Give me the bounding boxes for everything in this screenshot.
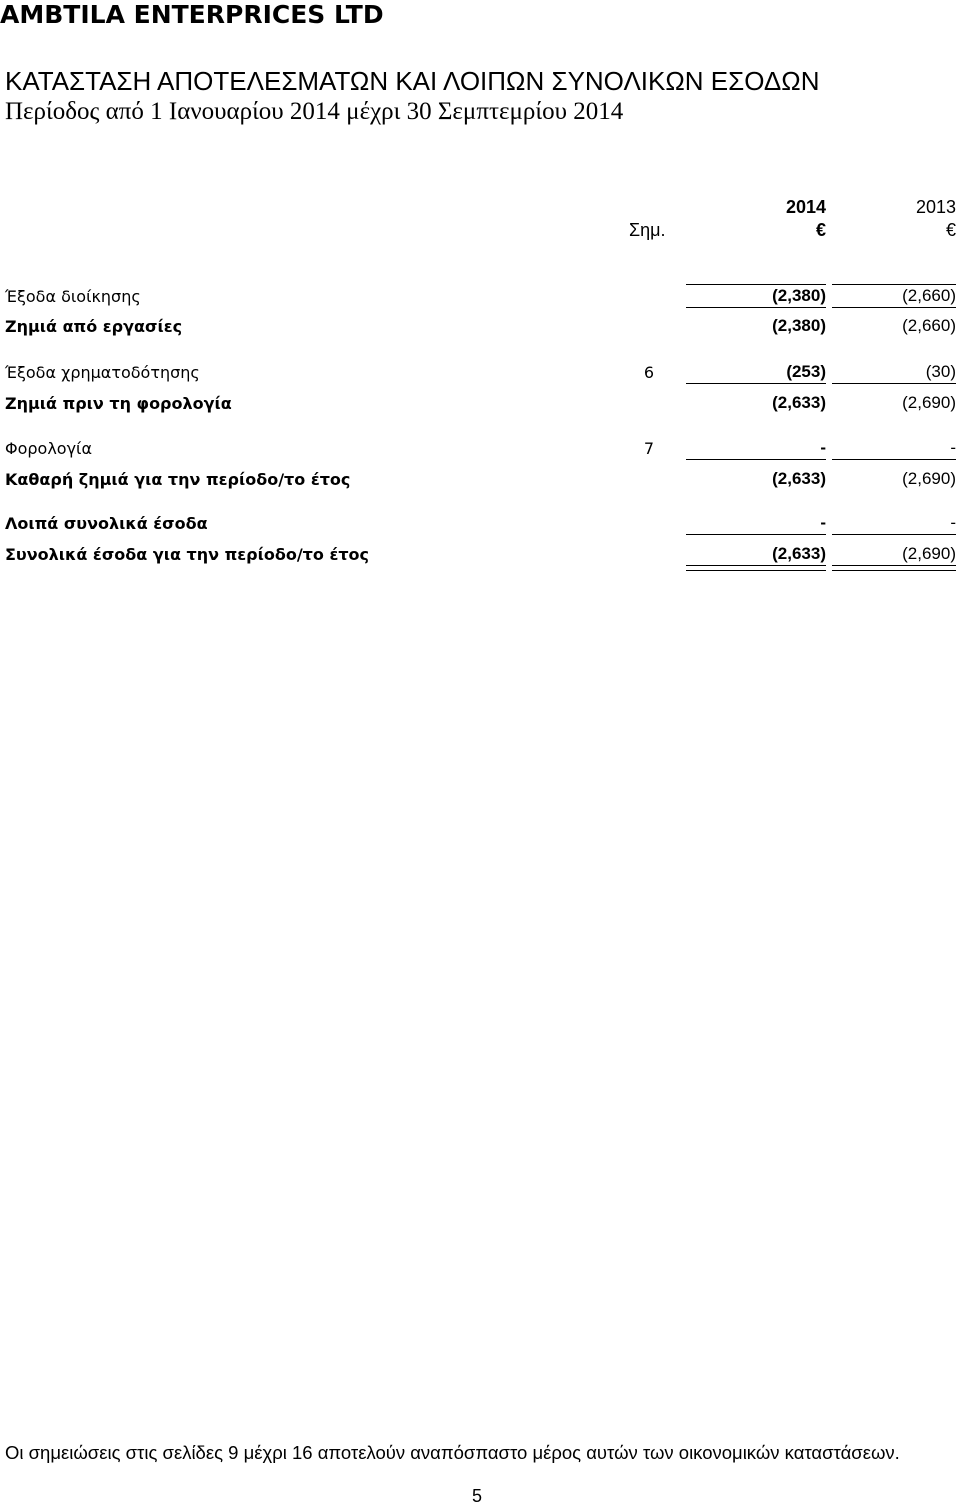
value-2013: (2,660) xyxy=(902,316,956,335)
value-2014: - xyxy=(820,513,826,532)
value-2014: - xyxy=(820,438,826,457)
rule-line xyxy=(832,284,956,285)
rule-line xyxy=(686,459,826,460)
value-2013: - xyxy=(950,513,956,532)
double-rule-line xyxy=(686,565,826,571)
value-2014: (2,380) xyxy=(772,286,826,305)
row-label: Συνολικά έσοδα για την περίοδο/το έτος xyxy=(5,545,370,564)
row-label: Ζημιά από εργασίες xyxy=(5,317,183,336)
rule-line xyxy=(686,534,826,535)
rule-line xyxy=(832,459,956,460)
row-label: Λοιπά συνολικά έσοδα xyxy=(5,514,208,533)
value-2013: - xyxy=(950,438,956,457)
value-2013: (2,690) xyxy=(902,469,956,488)
footer-note: Οι σημειώσεις στις σελίδες 9 μέχρι 16 αποτελούν αναπόσπαστο μέρος αυτών των οικονομικών καταστάσεων. xyxy=(5,1442,900,1463)
statement-period: Περίοδος από 1 Ιανουαρίου 2014 μέχρι 30 Σεμπτεμρίου 2014 xyxy=(5,98,624,125)
value-2014: (2,380) xyxy=(772,316,826,335)
value-2013: (2,690) xyxy=(902,393,956,412)
value-2013: (2,690) xyxy=(902,544,956,563)
row-label: Έξοδα χρηματοδότησης xyxy=(5,363,200,382)
year-current-header: 2014 xyxy=(785,197,826,217)
note-column-header: Σημ. xyxy=(629,220,666,240)
value-2014: (2,633) xyxy=(772,393,826,412)
value-2014: (2,633) xyxy=(772,469,826,488)
year-prior-header: 2013 xyxy=(915,197,956,217)
row-label: Ζημιά πριν τη φορολογία xyxy=(5,394,232,413)
value-2013: (30) xyxy=(925,362,956,381)
row-label: Έξοδα διοίκησης xyxy=(5,287,141,306)
row-label: Φορολογία xyxy=(5,439,93,458)
rule-line xyxy=(686,307,826,308)
page-number: 5 xyxy=(472,1486,483,1506)
value-2014: (253) xyxy=(786,362,826,381)
value-2014: (2,633) xyxy=(772,544,826,563)
statement-title: ΚΑΤΑΣΤΑΣΗ ΑΠΟΤΕΛΕΣΜΑΤΩΝ ΚΑΙ ΛΟΙΠΩΝ ΣΥΝΟΛΙΚΩΝ ΕΣΟΔΩΝ xyxy=(5,66,820,96)
rule-line xyxy=(832,383,956,384)
rule-line xyxy=(686,383,826,384)
currency-current-header: € xyxy=(815,220,826,240)
currency-prior-header: € xyxy=(945,220,956,240)
rule-line xyxy=(686,284,826,285)
row-label: Καθαρή ζημιά για την περίοδο/το έτος xyxy=(5,470,351,489)
double-rule-line xyxy=(832,565,956,571)
rule-line xyxy=(832,307,956,308)
value-2013: (2,660) xyxy=(902,286,956,305)
company-name: AMBTILA ENTERPRICES LTD xyxy=(0,0,384,29)
note-ref: 6 xyxy=(643,363,655,382)
note-ref: 7 xyxy=(643,439,655,458)
rule-line xyxy=(832,534,956,535)
